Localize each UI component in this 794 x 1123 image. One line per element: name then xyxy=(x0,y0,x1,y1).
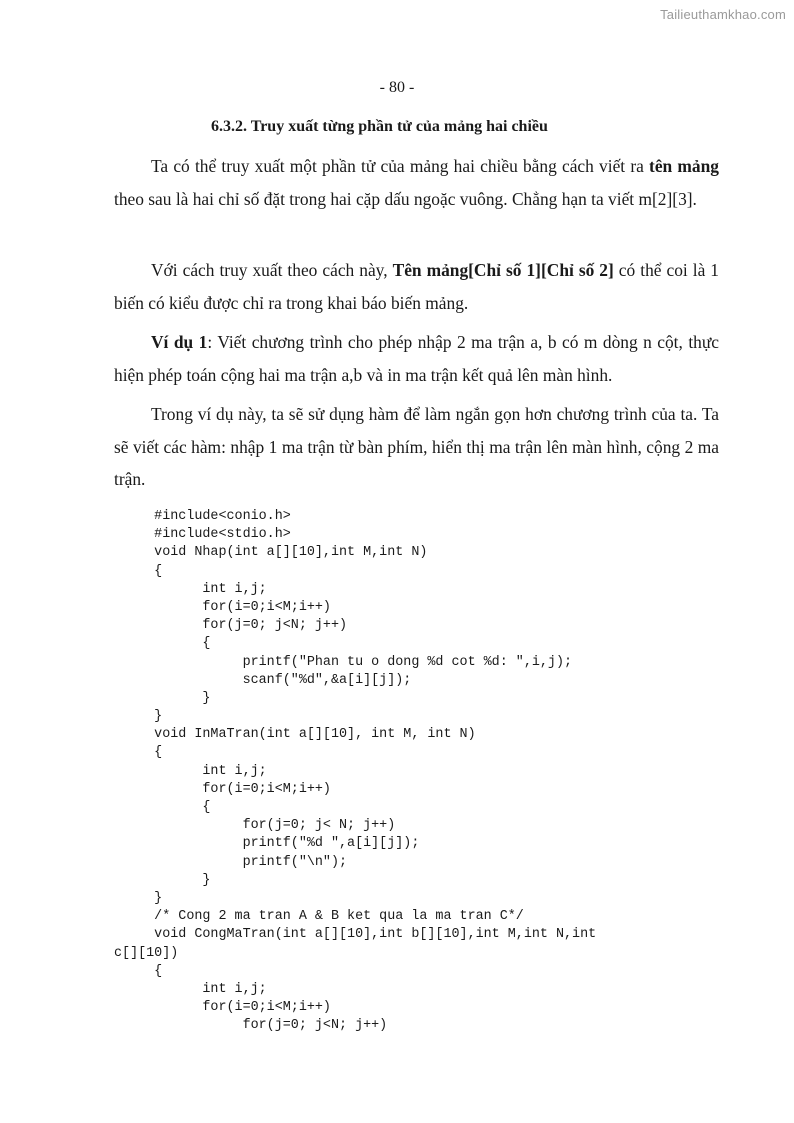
code-line: { xyxy=(114,636,211,652)
code-line: int i,j; xyxy=(114,763,267,779)
code-line: for(i=0;i<M;i++) xyxy=(114,599,331,615)
code-line: int i,j; xyxy=(114,581,267,597)
paragraph-3 xyxy=(114,326,719,391)
code-listing xyxy=(114,508,754,1035)
code-line: void Nhap(int a[][10],int M,int N) xyxy=(114,545,428,561)
code-line: for(j=0; j<N; j++) xyxy=(114,1018,388,1034)
section-heading: 6.3.2. Truy xuất từng phần tử của mảng hai chiều xyxy=(211,118,548,135)
example-label: Ví dụ 1 xyxy=(151,332,208,352)
code-line: { xyxy=(114,563,163,579)
code-line: for(i=0;i<M;i++) xyxy=(114,1000,331,1016)
code-line: { xyxy=(114,800,211,815)
paragraph-1 xyxy=(114,150,719,215)
code-line: int i,j; xyxy=(114,981,267,997)
paragraph-1-bold: tên mảng xyxy=(649,156,719,176)
paragraph-4 xyxy=(114,398,719,496)
paragraph-4-text: Trong ví dụ này, ta sẽ sử dụng hàm để làm ngắn gọn hơn chương trình của ta. Ta sẽ viết các hàm: nhập 1 ma trận từ bàn phím, hiển thị ma trận lên màn hình, cộng 2 ma trận. xyxy=(114,404,719,489)
code-line: { xyxy=(114,745,163,761)
code-line: c[][10]) xyxy=(114,945,179,961)
code-line: } xyxy=(114,690,211,706)
paragraph-2-text-end: có thể coi là 1 biến có kiểu được chỉ ra trong khai báo biến mảng. xyxy=(114,260,720,313)
page-number: - 80 - xyxy=(379,79,415,96)
paragraph-1-text-end: theo sau là hai chỉ số đặt trong hai cặp dấu ngoặc vuông. Chẳng hạn ta viết m[2][3]. xyxy=(114,188,697,209)
code-line: void InMaTran(int a[][10], int M, int N) xyxy=(114,727,476,743)
code-line: /* Cong 2 ma tran A & B ket qua la ma tran C*/ xyxy=(114,909,524,925)
code-line: } xyxy=(114,872,211,888)
paragraph-1-text: Ta có thể truy xuất một phần tử của mảng hai chiều bằng cách viết ra xyxy=(151,156,650,176)
code-line: } xyxy=(114,890,163,906)
code-line: #include<stdio.h> xyxy=(114,527,291,543)
paragraph-3-text: : Viết chương trình cho phép nhập 2 ma trận a, b có m dòng n cột, thực hiện phép toán cộng hai ma trận a,b và in ma trận kết quả lên màn hình. xyxy=(114,332,719,385)
paragraph-2-text: Với cách truy xuất theo cách này, xyxy=(151,260,393,280)
code-line: { xyxy=(114,963,163,979)
code-line: for(j=0; j< N; j++) xyxy=(114,818,396,834)
code-line: #include<conio.h> xyxy=(114,509,291,524)
code-line: } xyxy=(114,709,163,725)
code-line: printf("\n"); xyxy=(114,854,348,870)
code-line: for(i=0;i<M;i++) xyxy=(114,781,331,797)
code-line: printf("%d ",a[i][j]); xyxy=(114,836,420,852)
paragraph-2-bold: Tên mảng[Chỉ số 1][Chỉ số 2] xyxy=(392,260,614,280)
watermark: Tailieuthamkhao.com xyxy=(660,7,786,22)
code-line: for(j=0; j<N; j++) xyxy=(114,618,348,634)
paragraph-2 xyxy=(114,254,719,319)
code-line: scanf("%d",&a[i][j]); xyxy=(114,672,412,688)
code-line: printf("Phan tu o dong %d cot %d: ",i,j); xyxy=(114,654,573,670)
code-line: void CongMaTran(int a[][10],int b[][10],int M,int N,int xyxy=(114,927,597,943)
